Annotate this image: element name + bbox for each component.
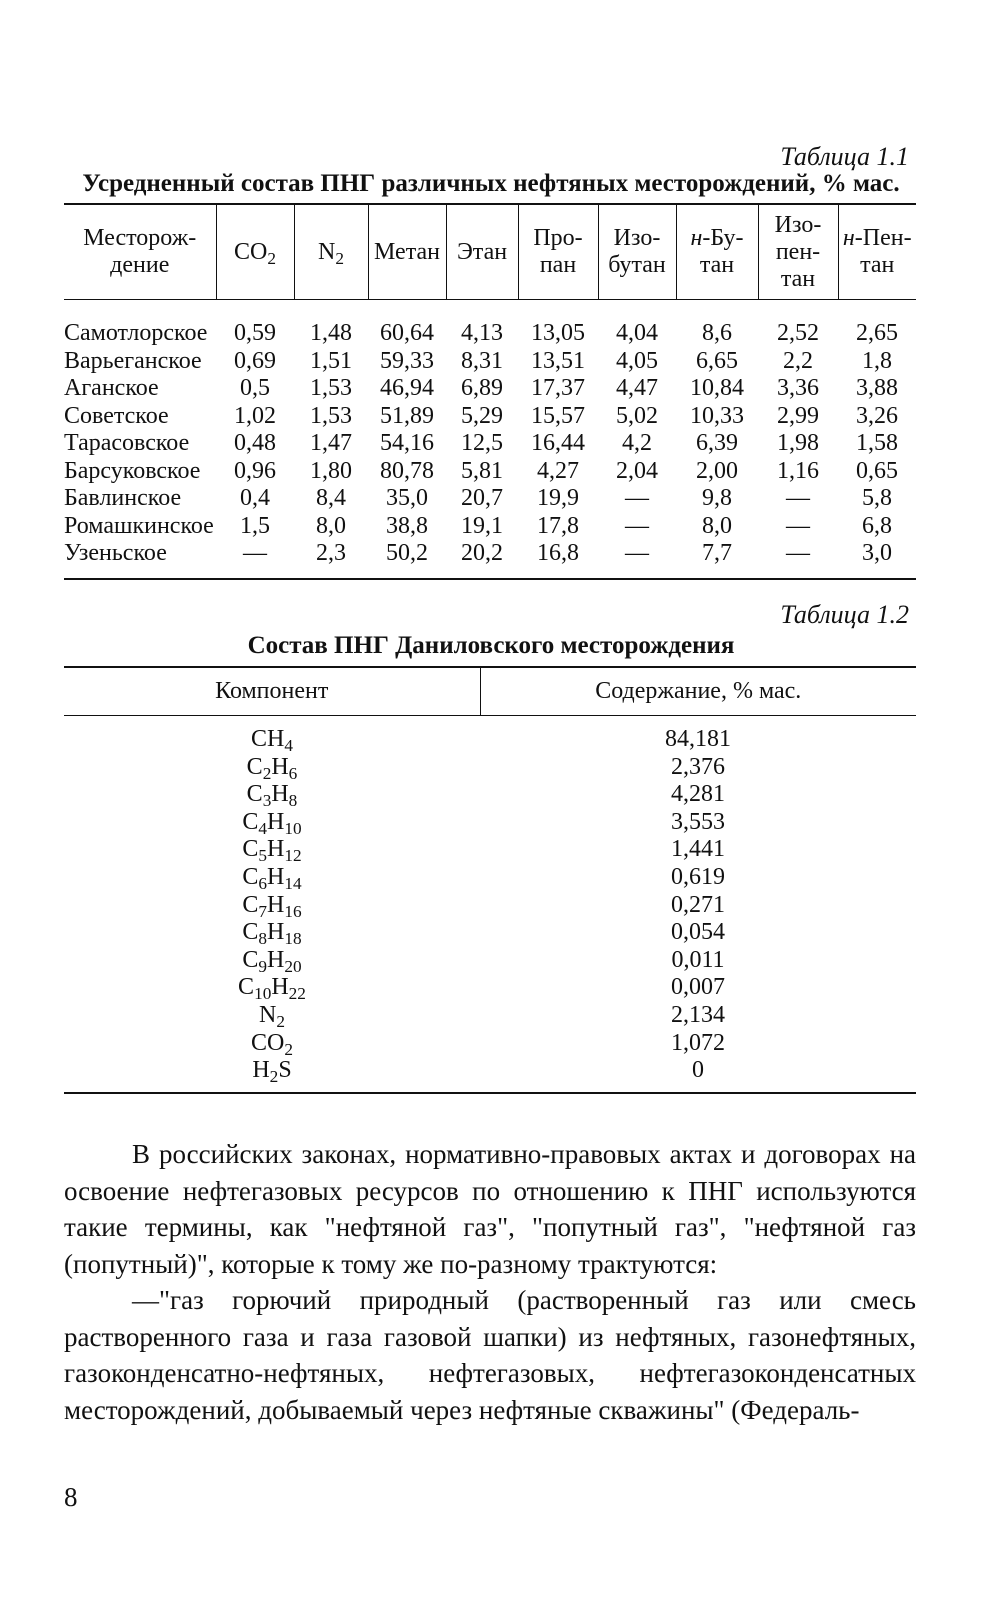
table2-row [64, 836, 916, 864]
value-cell: 2,3 [316, 540, 346, 566]
value-cell: — [625, 540, 649, 566]
value-cell: 2,52 [777, 320, 819, 346]
value-cell: 0,69 [234, 347, 276, 374]
value-cell: 1,58 [856, 430, 898, 456]
header-isopentane: Изо- пен- тан [758, 205, 838, 300]
component-formula-cell: $C_4H_{10}$ [242, 808, 302, 838]
component-formula-cell: $C_7H_{16}$ [242, 891, 302, 921]
value-cell: 60,64 [380, 320, 434, 346]
table2-caption: Таблица 1.2 [780, 600, 909, 629]
value-cell: 17,8 [537, 512, 579, 539]
paragraph-1: В российских законах, нормативно-правовых актах и договорах на освоение нефтегазовых ресурсов по отношению к ПНГ используются такие термины, как "нефтяной газ", "попутный газ", "нефтяной газ (попутный)", которые к тому же по-разному трактуются: [64, 1139, 916, 1279]
table1-header-row [64, 205, 916, 300]
value-cell: 4,27 [537, 457, 579, 484]
value-cell: 8,0 [702, 512, 732, 539]
value-cell: 7,7 [702, 540, 732, 566]
header-isobutane: Изо- бутан [598, 205, 676, 300]
value-cell: 5,02 [616, 402, 658, 429]
value-cell: 5,8 [862, 485, 892, 511]
value-cell: 1,02 [234, 402, 276, 429]
header-n-pentane: н-Пен- тан [838, 205, 916, 300]
value-cell: 1,48 [310, 320, 352, 346]
value-cell: 1,53 [310, 402, 352, 429]
value-cell: — [786, 512, 810, 539]
value-cell: 8,4 [316, 485, 346, 511]
table2-bottom-rule [64, 1092, 916, 1094]
header-methane: Метан [368, 205, 446, 300]
content-value-cell: 0,054 [671, 919, 725, 946]
table1-row [64, 458, 916, 486]
value-cell: 3,36 [777, 375, 819, 401]
table2-row [64, 919, 916, 947]
value-cell: 46,94 [380, 375, 434, 401]
value-cell: 1,98 [777, 430, 819, 456]
value-cell: 38,8 [386, 512, 428, 539]
component-formula-cell: $C_3H_8$ [246, 781, 298, 811]
header-field: Месторож- дение [64, 205, 216, 300]
value-cell: 10,84 [690, 375, 744, 401]
value-cell: 51,89 [380, 402, 434, 429]
table2-row [64, 1030, 916, 1058]
value-cell: 3,26 [856, 402, 898, 429]
value-cell: 0,48 [234, 430, 276, 456]
component-formula-cell: $C_6H_{14}$ [242, 863, 302, 894]
body-text [64, 1136, 916, 1428]
value-cell: 35,0 [386, 485, 428, 511]
value-cell: 1,8 [862, 347, 892, 374]
header-content: Содержание, % мас. [480, 668, 916, 716]
value-cell: 2,04 [616, 457, 658, 484]
value-cell: 0,4 [240, 485, 270, 511]
field-name-cell: Ромашкинское [64, 512, 214, 539]
component-formula-cell: $N_2$ [259, 1001, 285, 1032]
value-cell: 13,51 [531, 347, 585, 374]
component-formula-cell: $C_8H_{18}$ [242, 919, 302, 949]
value-cell: 10,33 [690, 402, 744, 429]
header-n-butane: н-Бу- тан [676, 205, 758, 300]
component-formula-cell: $CH_4$ [251, 726, 293, 756]
value-cell: 19,9 [537, 485, 579, 511]
value-cell: 4,47 [616, 375, 658, 401]
table2-row [64, 754, 916, 782]
value-cell: 2,99 [777, 402, 819, 429]
value-cell: 6,8 [862, 512, 892, 539]
table1-row [64, 485, 916, 513]
value-cell: 0,5 [240, 375, 270, 401]
component-formula-cell: $CO_2$ [251, 1029, 293, 1059]
value-cell: 6,65 [696, 347, 738, 374]
field-name-cell: Узеньское [64, 540, 167, 566]
value-cell: — [625, 485, 649, 511]
value-cell: — [625, 512, 649, 539]
content-value-cell: 0,619 [671, 863, 725, 890]
table1-caption: Таблица 1.1 [780, 142, 909, 171]
table1-row [64, 430, 916, 458]
table2-title: Состав ПНГ Даниловского месторождения [247, 632, 735, 659]
table2-row [64, 781, 916, 809]
header-co2: $CO_2$ [216, 205, 294, 300]
page-number: 8 [64, 1482, 78, 1512]
table2-row [64, 809, 916, 837]
value-cell: 16,8 [537, 540, 579, 566]
table2-row [64, 716, 916, 754]
value-cell: 0,59 [234, 320, 276, 346]
content-value-cell: 1,441 [671, 836, 725, 863]
table1-row [64, 348, 916, 376]
value-cell: 0,65 [856, 457, 898, 484]
value-cell: 4,13 [461, 320, 503, 346]
value-cell: 9,8 [702, 485, 732, 511]
field-name-cell: Советское [64, 402, 169, 429]
value-cell: 6,39 [696, 430, 738, 456]
value-cell: 15,57 [531, 402, 585, 429]
content-value-cell: 84,181 [665, 726, 731, 752]
value-cell: 59,33 [380, 347, 434, 374]
value-cell: 8,0 [316, 512, 346, 539]
field-name-cell: Барсуковское [64, 457, 201, 484]
value-cell: 13,05 [531, 320, 585, 346]
table2-row [64, 974, 916, 1002]
value-cell: 4,2 [622, 430, 652, 456]
value-cell: 20,2 [461, 540, 503, 566]
table1-row [64, 540, 916, 568]
content-value-cell: 0 [692, 1057, 704, 1084]
value-cell: 2,65 [856, 320, 898, 346]
table2-row [64, 892, 916, 920]
value-cell: 4,05 [616, 347, 658, 374]
value-cell: 1,16 [777, 457, 819, 484]
value-cell: 5,29 [461, 402, 503, 429]
value-cell: 54,16 [380, 430, 434, 456]
value-cell: 2,2 [783, 347, 813, 374]
value-cell: 19,1 [461, 512, 503, 539]
component-formula-cell: $C_9H_{20}$ [242, 946, 302, 976]
component-formula-cell: $C_{10}H_{22}$ [238, 974, 306, 1004]
value-cell: 1,51 [310, 347, 352, 374]
header-component: Компонент [64, 668, 480, 716]
table2-header-row [64, 668, 916, 716]
table2-row [64, 1057, 916, 1085]
value-cell: 0,96 [234, 457, 276, 484]
content-value-cell: 1,072 [671, 1029, 725, 1056]
component-formula-cell: $C_2H_6$ [246, 753, 298, 783]
table1-row [64, 513, 916, 541]
field-name-cell: Бавлинское [64, 485, 182, 511]
value-cell: 3,0 [862, 540, 892, 566]
content-value-cell: 0,271 [671, 891, 725, 918]
paragraph-2: —"газ горючий природный (растворенный газ или смесь растворенного газа и газа газовой шапки) из нефтяных, газонефтяных, газоконденсатно-нефтяных, нефтегазовых, нефтегазоконденсатных месторождений, добываемый через нефтяные скважины" (Федераль- [64, 1285, 916, 1425]
content-value-cell: 2,376 [671, 753, 725, 780]
value-cell: — [786, 540, 810, 566]
content-value-cell: 3,553 [671, 808, 725, 835]
table1-bottom-rule [64, 578, 916, 580]
value-cell: 80,78 [380, 457, 434, 484]
value-cell: 4,04 [616, 320, 658, 346]
table1 [64, 205, 916, 568]
table1-row [64, 375, 916, 403]
value-cell: 3,88 [856, 375, 898, 401]
component-formula-cell: $H_2S$ [252, 1057, 292, 1087]
value-cell: 16,44 [531, 430, 585, 456]
value-cell: — [243, 540, 267, 566]
content-value-cell: 0,011 [671, 946, 725, 973]
content-value-cell: 2,134 [671, 1001, 725, 1028]
table1-row [64, 403, 916, 431]
content-value-cell: 4,281 [671, 781, 725, 808]
value-cell: — [786, 485, 810, 511]
field-name-cell: Аганское [64, 375, 159, 401]
value-cell: 6,89 [461, 375, 503, 401]
table1-row [64, 300, 916, 348]
field-name-cell: Самотлорское [64, 320, 208, 346]
value-cell: 1,80 [310, 457, 352, 484]
header-propane: Про- пан [518, 205, 598, 300]
value-cell: 5,81 [461, 457, 503, 484]
field-name-cell: Варьеганское [64, 347, 202, 374]
value-cell: 2,00 [696, 457, 738, 484]
field-name-cell: Тарасовское [64, 430, 190, 456]
value-cell: 1,5 [240, 512, 270, 539]
value-cell: 17,37 [531, 375, 585, 401]
table2-row [64, 864, 916, 892]
value-cell: 50,2 [386, 540, 428, 566]
value-cell: 1,47 [310, 430, 352, 456]
value-cell: 1,53 [310, 375, 352, 401]
value-cell: 12,5 [461, 430, 503, 456]
table2 [64, 668, 916, 1085]
content-value-cell: 0,007 [671, 974, 725, 1001]
table2-row [64, 1002, 916, 1030]
table1-title: Усредненный состав ПНГ различных нефтяных месторождений, % мас. [82, 170, 900, 197]
header-ethane: Этан [446, 205, 518, 300]
value-cell: 8,31 [461, 347, 503, 374]
header-n2: $N_2$ [294, 205, 368, 300]
value-cell: 20,7 [461, 485, 503, 511]
table2-row [64, 947, 916, 975]
component-formula-cell: $C_5H_{12}$ [242, 836, 302, 866]
value-cell: 8,6 [702, 320, 732, 346]
